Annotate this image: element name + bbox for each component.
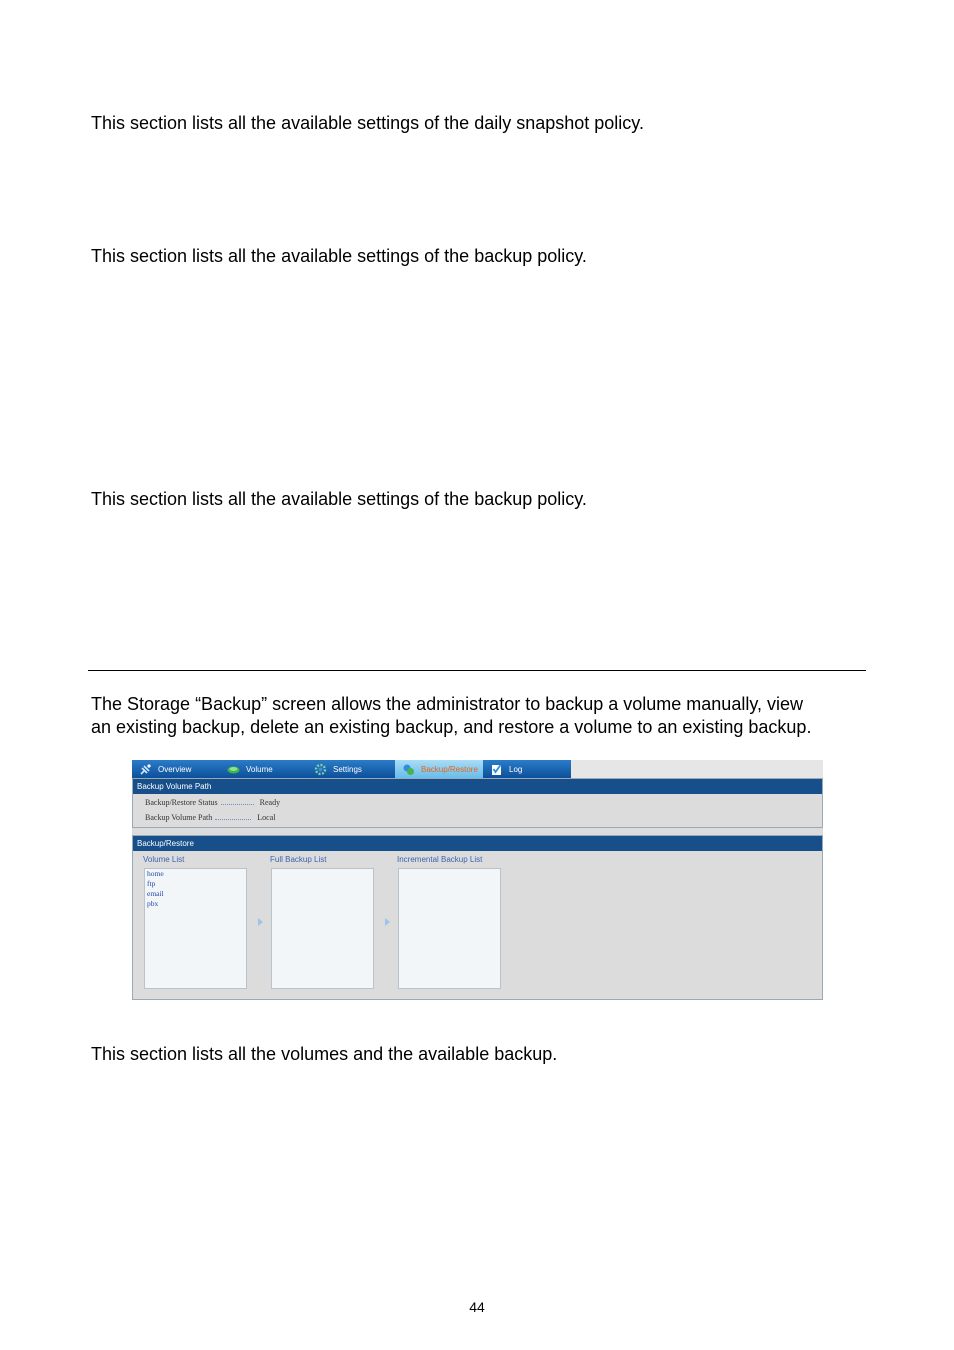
incremental-backup-list-label: Incremental Backup List (397, 855, 483, 864)
paragraph-backup-policy-2: This section lists all the available settings of the backup policy. (91, 489, 587, 509)
tab-settings[interactable] (307, 760, 395, 778)
backup-volume-path-panel (132, 778, 823, 828)
tabs (132, 760, 571, 778)
page-number: 44 (469, 1299, 485, 1315)
list-item[interactable]: pbx (147, 899, 159, 908)
horizontal-rule (88, 670, 866, 671)
tab-overview[interactable] (132, 760, 220, 778)
path-label: Backup Volume Path (145, 813, 213, 822)
leader-dots (215, 813, 251, 820)
paragraph-volumes: This section lists all the volumes and the available backup. (91, 1044, 558, 1064)
tab-backup-restore[interactable] (395, 760, 483, 778)
arrow-right-icon[interactable] (258, 918, 263, 926)
path-value: Local (257, 813, 276, 822)
tab-log-label: Log (509, 764, 523, 774)
list-item[interactable]: ftp (147, 879, 156, 888)
paragraph-daily-snapshot: This section lists all the available settings of the daily snapshot policy. (91, 113, 644, 133)
volume-list[interactable] (144, 868, 247, 989)
tab-log[interactable] (483, 760, 571, 778)
path-row (145, 813, 275, 822)
status-label: Backup/Restore Status (145, 798, 218, 807)
checklist-icon (490, 763, 503, 776)
tab-settings-label: Settings (333, 764, 362, 774)
status-row (145, 798, 280, 807)
arrow-right-icon[interactable] (385, 918, 390, 926)
list-item[interactable]: home (147, 869, 164, 878)
gear-icon (314, 763, 327, 776)
backup-restore-icon (402, 763, 415, 776)
paragraph-backup-screen (91, 693, 811, 739)
panel-title: Backup/Restore (133, 836, 822, 851)
tab-volume-label: Volume (246, 764, 273, 774)
backup-restore-screenshot (132, 760, 823, 1000)
leader-dots (221, 798, 254, 805)
full-backup-list-label: Full Backup List (270, 855, 327, 864)
paragraph-backup-screen-line2: an existing backup, delete an existing backup, and restore a volume to an existing backup. (91, 717, 812, 737)
disk-icon (227, 763, 240, 776)
paragraph-backup-screen-line1: The Storage “Backup” screen allows the administrator to backup a volume manually, view (91, 694, 804, 714)
paragraph-backup-policy-1: This section lists all the available settings of the backup policy. (91, 246, 587, 266)
satellite-icon (139, 763, 152, 776)
tab-overview-label: Overview (158, 764, 192, 774)
full-backup-list[interactable] (271, 868, 374, 989)
incremental-backup-list[interactable] (398, 868, 501, 989)
volume-list-label: Volume List (143, 855, 185, 864)
backup-restore-panel (132, 835, 823, 1000)
list-item[interactable]: email (147, 889, 164, 898)
panel-title: Backup Volume Path (133, 779, 822, 794)
tab-bar (132, 760, 823, 778)
status-value: Ready (259, 798, 281, 807)
tab-backup-restore-label: Backup/Restore (421, 764, 478, 774)
tab-volume[interactable] (220, 760, 307, 778)
